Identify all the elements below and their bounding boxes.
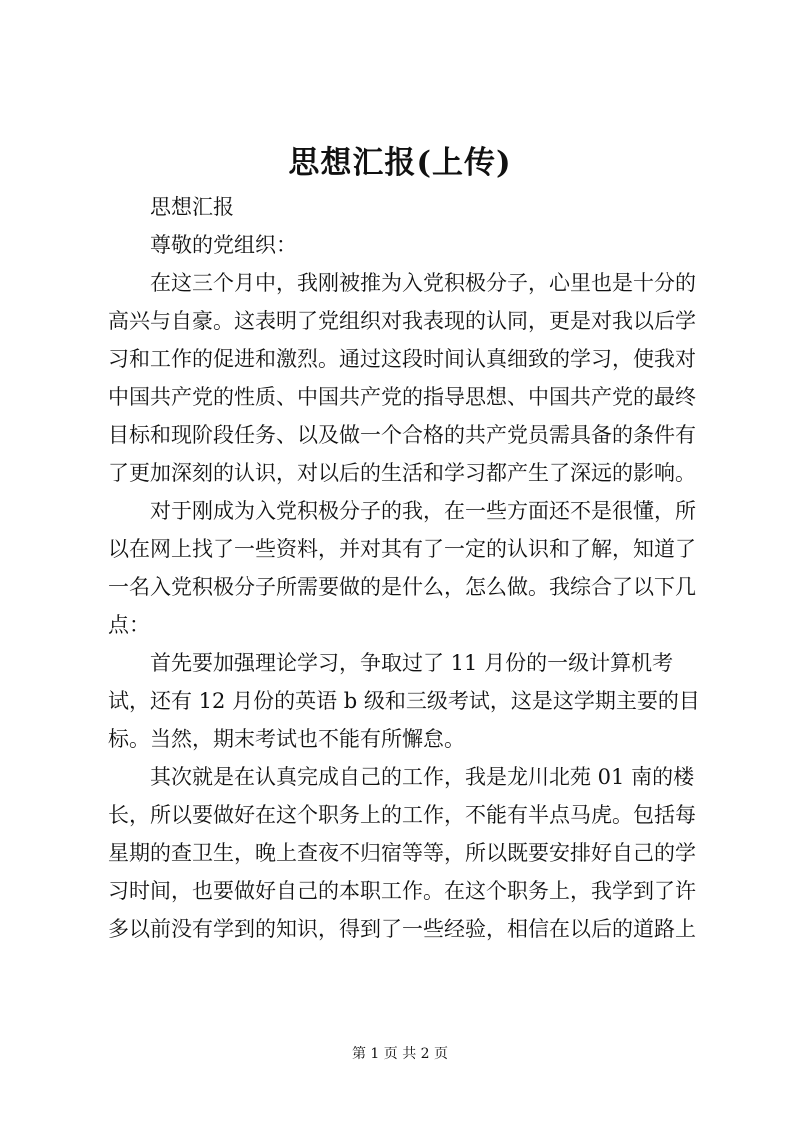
document-title: 思想汇报(上传) (288, 145, 512, 181)
paragraph-2: 对于刚成为入党积极分子的我，在一些方面还不是很懂，所以在网上找了一些资料，并对其有了一定的认识和了解，知道了一名入党积极分子所需要做的是什么，怎么做。我综合了以下几点： (108, 499, 696, 637)
paragraph-4: 其次就是在认真完成自己的工作，我是龙川北苑 01 南的楼长，所以要做好在这个职务上的工作，不能有半点马虎。包括每星期的查卫生，晚上查夜不归宿等等，所以既要安排好自己的学习时间，也要做好自己的本职工作。在这个职务上，我学到了许多以前没有学到的知识，得到了一些经验，相信在以后的道路上 (108, 765, 696, 941)
paragraph-1: 在这三个月中，我刚被推为入党积极分子，心里也是十分的高兴与自豪。这表明了党组织对我表现的认同，更是对我以后学习和工作的促进和激烈。通过这段时间认真细致的学习，使我对中国共产党的性质、中国共产党的指导思想、中国共产党的最终目标和现阶段任务、以及做一个合格的共产党员需具备的条件有了更加深刻的认识，对以后的生活和学习都产生了深远的影响。 (108, 271, 696, 485)
salutation: 尊敬的党组织： (150, 233, 297, 257)
document-body (108, 188, 708, 948)
paragraph-3: 首先要加强理论学习，争取过了 11 月份的一级计算机考试，还有 12 月份的英语 b 级和三级考试，这是这学期主要的目标。当然，期末考试也不能有所懈怠。 (108, 651, 700, 751)
page-footer: 第 1 页 共 2 页 (351, 1046, 449, 1062)
document-heading: 思想汇报 (150, 195, 234, 219)
